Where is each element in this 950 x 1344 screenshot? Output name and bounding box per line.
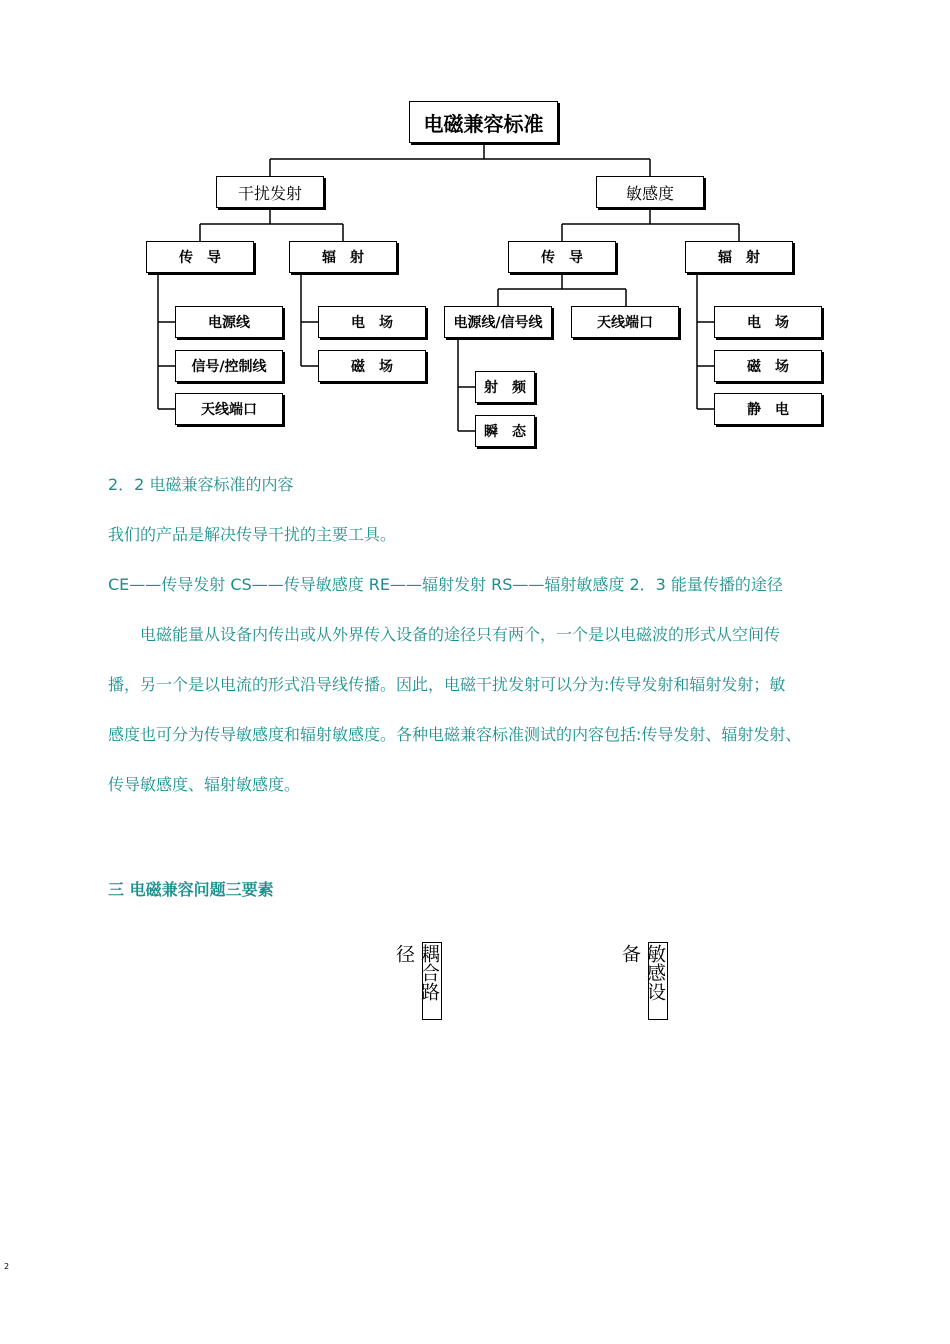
susceptibility-node: 敏感度 (596, 176, 704, 208)
antenna-port-node-1: 天线端口 (175, 393, 283, 425)
sus-radiated-node: 辐 射 (685, 241, 793, 273)
paragraph-line-1: 电磁能量从设备内传出或从外界传入设备的途径只有两个，一个是以电磁波的形式从空间传 (108, 625, 781, 644)
h-field-node-2: 磁 场 (714, 350, 822, 382)
antenna-port-node-2: 天线端口 (571, 306, 679, 338)
signal-control-line-node: 信号/控制线 (175, 350, 283, 382)
paragraph-line-3: 感度也可分为传导敏感度和辐射敏感度。各种电磁兼容标准测试的内容包括:传导发射、辐射发射、 (108, 725, 802, 744)
e-field-node-2: 电 场 (714, 306, 822, 338)
transient-node: 瞬 态 (475, 415, 535, 447)
product-line: 我们的产品是解决传导干扰的主要工具。 (108, 525, 397, 544)
emission-radiated-node: 辐 射 (289, 241, 397, 273)
emission-conducted-node: 传 导 (146, 241, 254, 273)
emission-node: 干扰发射 (216, 176, 324, 208)
rf-node: 射 频 (475, 371, 535, 403)
paragraph-line-4: 传导敏感度、辐射敏感度。 (108, 775, 301, 794)
coupling-path-box: 耦合路径 (422, 942, 442, 1020)
esd-node: 静 电 (714, 393, 822, 425)
power-signal-line-node: 电源线/信号线 (444, 306, 552, 338)
power-line-node: 电源线 (175, 306, 283, 338)
sensitive-device-box: 敏感设备 (648, 942, 668, 1020)
e-field-node-1: 电 场 (318, 306, 426, 338)
page-number: 2 (4, 1262, 10, 1271)
abbrev-line: CE——传导发射 CS——传导敏感度 RE——辐射发射 RS——辐射敏感度 2．3 能量传播的途径 (108, 575, 783, 594)
section-3-heading: 三 电磁兼容问题三要素 (108, 880, 274, 899)
root-node: 电磁兼容标准 (409, 101, 558, 143)
section-2-2-heading: 2．2 电磁兼容标准的内容 (108, 475, 294, 494)
h-field-node-1: 磁 场 (318, 350, 426, 382)
paragraph-line-2: 播，另一个是以电流的形式沿导线传播。因此，电磁干扰发射可以分为:传导发射和辐射发射；敏 (108, 675, 786, 694)
sus-conducted-node: 传 导 (508, 241, 616, 273)
